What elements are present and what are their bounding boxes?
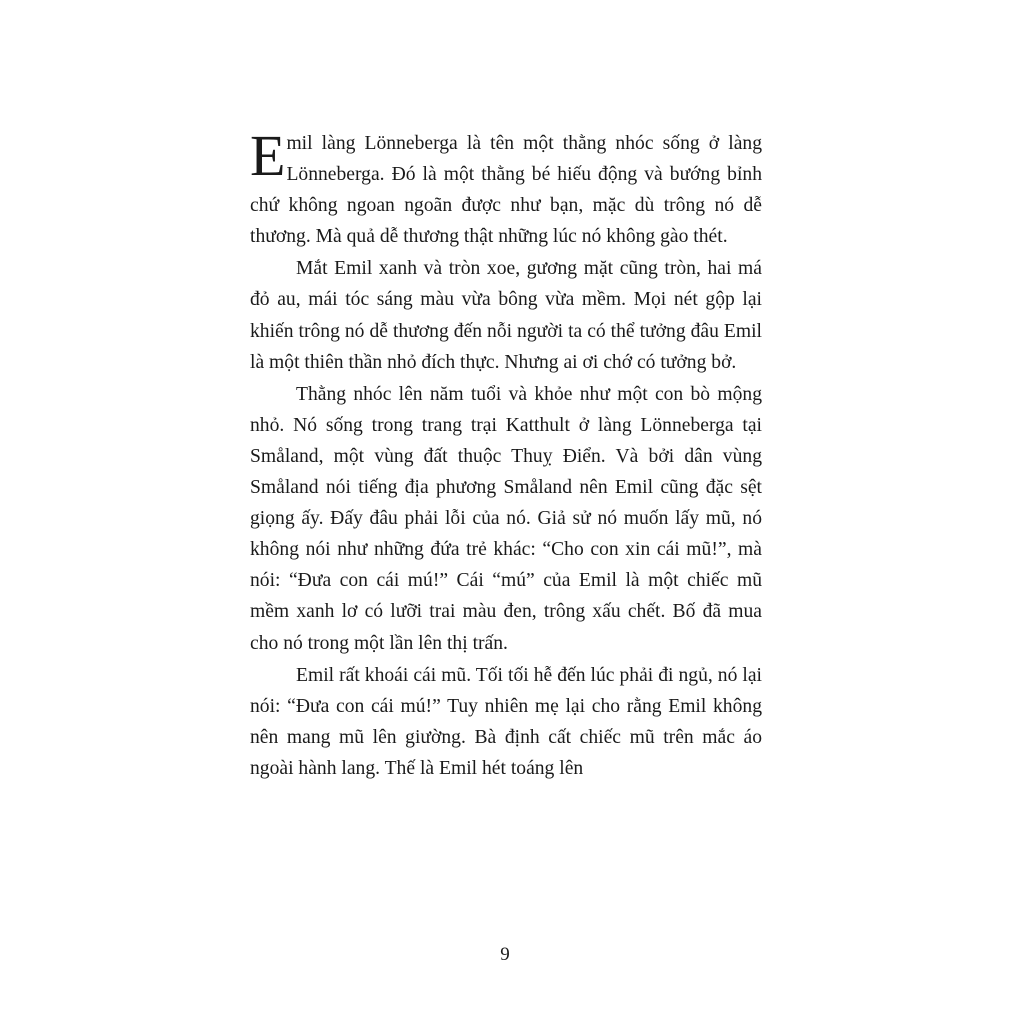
paragraph-1 [250, 123, 762, 252]
paragraph-3: Thằng nhóc lên năm tuổi và khỏe như một con bò mộng nhỏ. Nó sống trong trang trại Katthult ở làng Lönneberga tại Småland, một vùng đất thuộc Thuỵ Điển. Và bởi dân vùng Småland nói tiếng địa phương Småland nên Emil cũng đặc sệt giọng ấy. Đấy đâu phải lỗi của nó. Giả sử nó muốn lấy mũ, nó không nói như những đứa trẻ khác: “Cho con xin cái mũ!”, mà nói: “Đưa con cái mú!” Cái “mú” của Emil là một chiếc mũ mềm xanh lơ có lưỡi trai màu đen, trông xấu chết. Bố đã mua cho nó trong một lần lên thị trấn. [250, 383, 762, 654]
paragraph-1-text: mil làng Lönneberga là tên một thằng nhóc sống ở làng Lönneberga. Đó là một thằng bé hiếu động và bướng bỉnh chứ không ngoan ngoãn được như bạn, mặc dù trông nó dễ thương. Mà quả dễ thương thật những lúc nó không gào thét. [250, 133, 762, 248]
page-number: 9 [500, 944, 510, 965]
book-page [250, 123, 762, 785]
drop-cap: E [250, 123, 286, 188]
paragraph-4: Emil rất khoái cái mũ. Tối tối hễ đến lúc phải đi ngủ, nó lại nói: “Đưa con cái mú!” Tuy nhiên mẹ lại cho rằng Emil không nên mang mũ lên giường. Bà định cất chiếc mũ trên mắc áo ngoài hành lang. Thế là Emil hét toáng lên [250, 664, 762, 779]
paragraph-2: Mắt Emil xanh và tròn xoe, gương mặt cũng tròn, hai má đỏ au, mái tóc sáng màu vừa bông vừa mềm. Mọi nét gộp lại khiến trông nó dễ thương đến nỗi người ta có thể tưởng đâu Emil là một thiên thần nhỏ đích thực. Nhưng ai ơi chớ có tưởng bở. [250, 258, 762, 373]
